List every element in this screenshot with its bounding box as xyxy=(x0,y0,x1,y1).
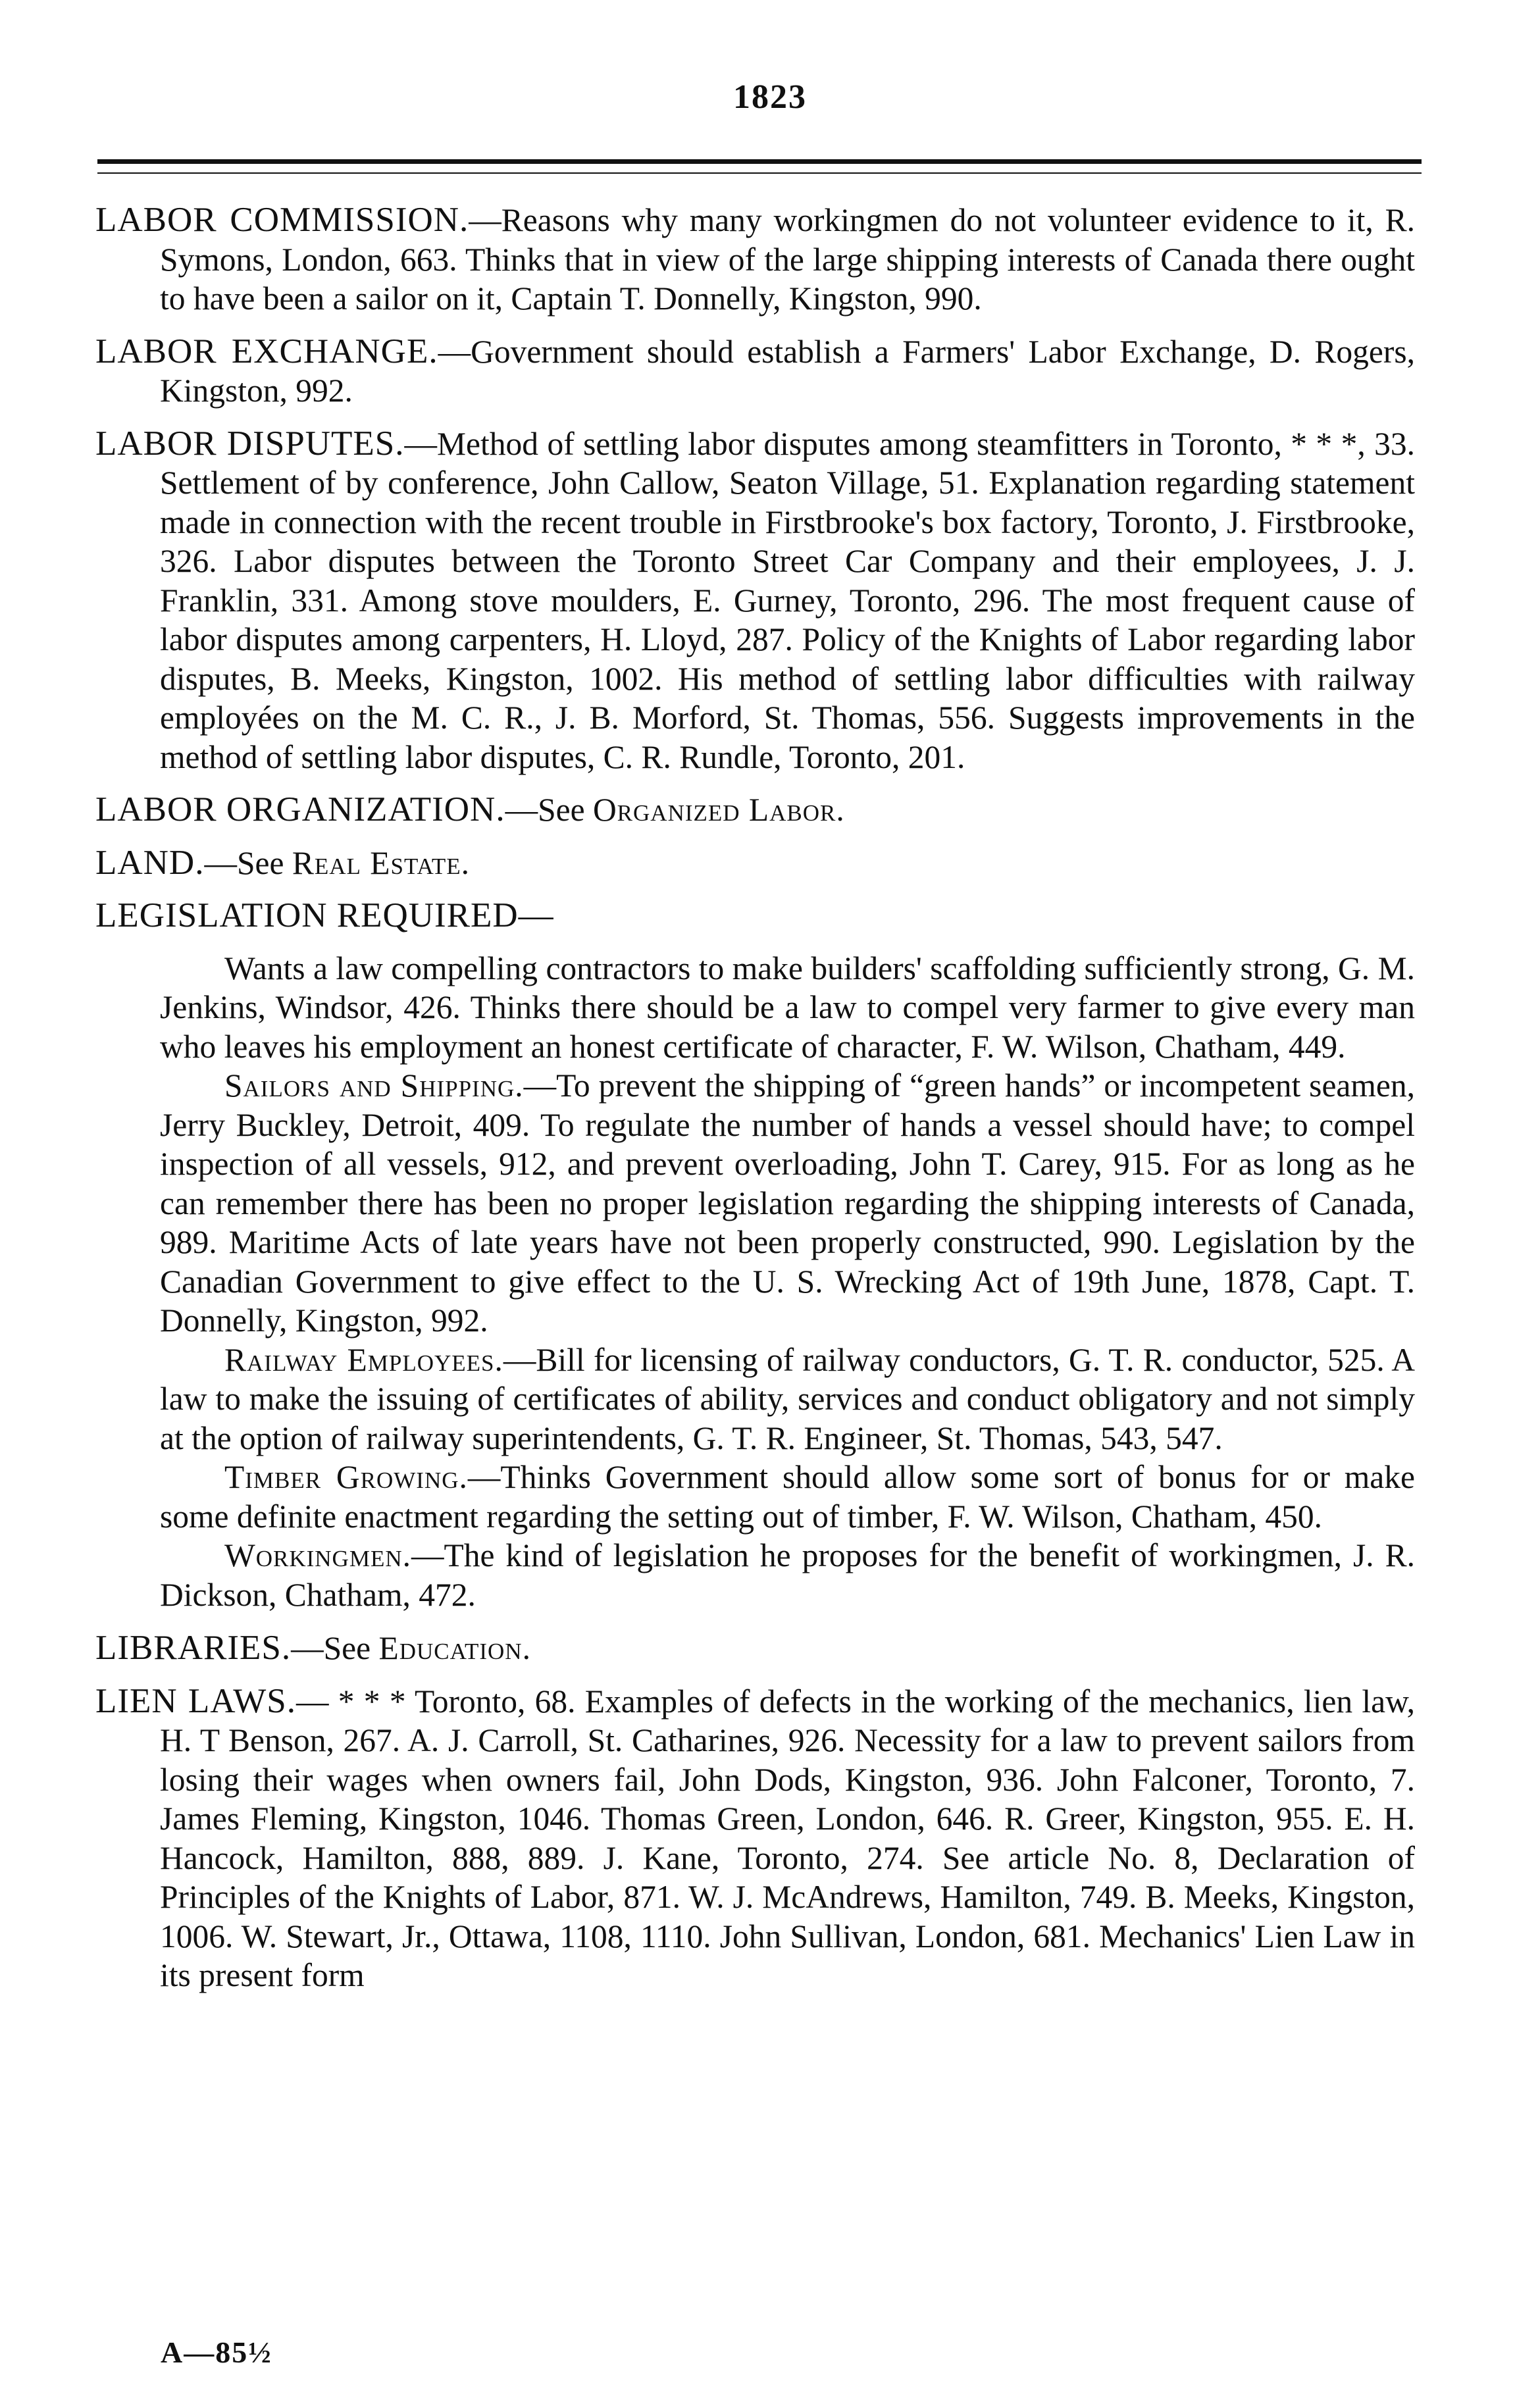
subsection-text: —Thinks Government should allow some sort of bonus for or make some definite enactment regarding the setting out of timber, F. W. Wilson, Chatham, 450. xyxy=(160,1459,1415,1535)
see-prefix: —See xyxy=(505,792,593,828)
entry-legislation-required xyxy=(95,896,1415,1614)
entry-heading: LABOR COMMISSION. xyxy=(95,201,469,239)
entry-text: — * * * Toronto, 68. Examples of defects in the working of the mechanics, lien law, H. T Benson, 267. A. J. Carroll, St. Catharines, 926. Necessity for a law to prevent sailors from losing their wages when owners fail, John Dods, Kingston, 936. John Falconer, Toronto, 7. James Fleming, Kingston, 1046. Thomas Green, London, 646. R. Greer, Kingston, 955. E. H. Hancock, Hamilton, 888, 889. J. Kane, Toronto, 274. See article No. 8, Declaration of Principles of the Knights of Labor, 871. W. J. McAndrews, Hamilton, 749. B. Meeks, Kingston, 1006. W. Stewart, Jr., Ottawa, 1108, 1110. John Sullivan, London, 681. Mechanics' Lien Law in its present form xyxy=(160,1683,1415,1993)
entry-heading: LAND. xyxy=(95,843,205,882)
entry-heading: LABOR EXCHANGE. xyxy=(95,332,438,370)
entry-land xyxy=(95,844,1415,883)
entry-labor-disputes xyxy=(95,424,1415,777)
header-rule-thin xyxy=(97,172,1422,174)
subsection-label: Timber Growing. xyxy=(224,1459,468,1495)
cross-reference: Organized Labor. xyxy=(592,792,845,828)
entry-libraries xyxy=(95,1629,1415,1668)
signature-mark: A—85½ xyxy=(161,2335,272,2369)
entry-lien-laws xyxy=(95,1682,1415,1995)
index-content xyxy=(95,201,1415,2009)
subsection-sailors-and-shipping xyxy=(160,1066,1415,1340)
entry-heading: LIEN LAWS. xyxy=(95,1681,296,1720)
entry-labor-exchange xyxy=(95,332,1415,411)
cross-reference: Education. xyxy=(378,1630,531,1666)
subsection-text: —Bill for licensing of railway conductors, G. T. R. conductor, 525. A law to make the issuing of certificates of ability, services and conduct obligatory and not simply at the option of railway superintendents, G. T. R. Engineer, St. Thomas, 543, 547. xyxy=(160,1341,1416,1456)
subsection-timber-growing xyxy=(160,1458,1415,1536)
entry-heading: LABOR DISPUTES. xyxy=(95,424,405,463)
subsection-label: Railway Employees. xyxy=(224,1341,503,1378)
entry-labor-commission xyxy=(95,201,1415,319)
entry-labor-organization xyxy=(95,790,1415,830)
header-rule-thick xyxy=(97,159,1422,164)
entry-heading-line xyxy=(95,896,1415,936)
entry-heading: LEGISLATION REQUIRED— xyxy=(95,896,554,934)
subsection-label: Workingmen. xyxy=(224,1537,411,1573)
cross-reference: Real Estate. xyxy=(292,844,471,881)
subsection-text: —The kind of legislation he proposes for the benefit of workingmen, J. R. Dickson, Chatham, 472. xyxy=(160,1537,1415,1613)
subsection-railway-employees xyxy=(160,1340,1415,1458)
entry-text: —Government should establish a Farmers' Labor Exchange, D. Rogers, Kingston, 992. xyxy=(160,333,1415,409)
subsection-label: Sailors and Shipping. xyxy=(224,1067,524,1104)
subsection-text: —To prevent the shipping of “green hands” or incompetent seamen, Jerry Buckley, Detroit, 409. To regulate the number of hands a vessel should have; to compel inspection of all vessels, 912, and prevent overloading, John T. Carey, 915. For as long as he can remember there has been no proper legislation regarding the shipping interests of Canada, 989. Maritime Acts of late years have not been properly constructed, 990. Legislation by the Canadian Government to give effect to the U. S. Wrecking Act of 19th June, 1878, Capt. T. Donnelly, Kingston, 992. xyxy=(160,1067,1415,1339)
entry-heading: LABOR ORGANIZATION. xyxy=(95,790,505,829)
subsection-workingmen xyxy=(160,1536,1415,1614)
entry-heading: LIBRARIES. xyxy=(95,1629,292,1667)
see-prefix: —See xyxy=(291,1630,379,1666)
page-number: 1823 xyxy=(733,78,807,116)
legislation-intro: Wants a law compelling contractors to make builders' scaffolding sufficiently strong, G. M. Jenkins, Windsor, 426. Thinks there should be a law to compel very farmer to give every man who leaves his employment an honest certificate of character, F. W. Wilson, Chatham, 449. xyxy=(160,950,1415,1065)
see-prefix: —See xyxy=(204,844,292,881)
entry-text: —Method of settling labor disputes among steamfitters in Toronto, * * *, 33. Settlement of by conference, John Callow, Seaton Village, 51. Explanation regarding statement made in connection with the recent trouble in Firstbrooke's box factory, Toronto, J. Firstbrooke, 326. Labor disputes between the Toronto Street Car Company and their employees, J. J. Franklin, 331. Among stove moulders, E. Gurney, Toronto, 296. The most frequent cause of labor disputes among carpenters, H. Lloyd, 287. Policy of the Knights of Labor regarding labor disputes, B. Meeks, Kingston, 1002. His method of settling labor difficulties with railway employées on the M. C. R., J. B. Morford, St. Thomas, 556. Suggests improvements in the method of settling labor disputes, C. R. Rundle, Toronto, 201. xyxy=(160,425,1415,775)
entry-text: —Reasons why many workingmen do not volunteer evidence to it, R. Symons, London, 663. Thinks that in view of the large shipping interests of Canada there ought to have been a sailor on it, Captain T. Donnelly, Kingston, 990. xyxy=(160,202,1415,317)
